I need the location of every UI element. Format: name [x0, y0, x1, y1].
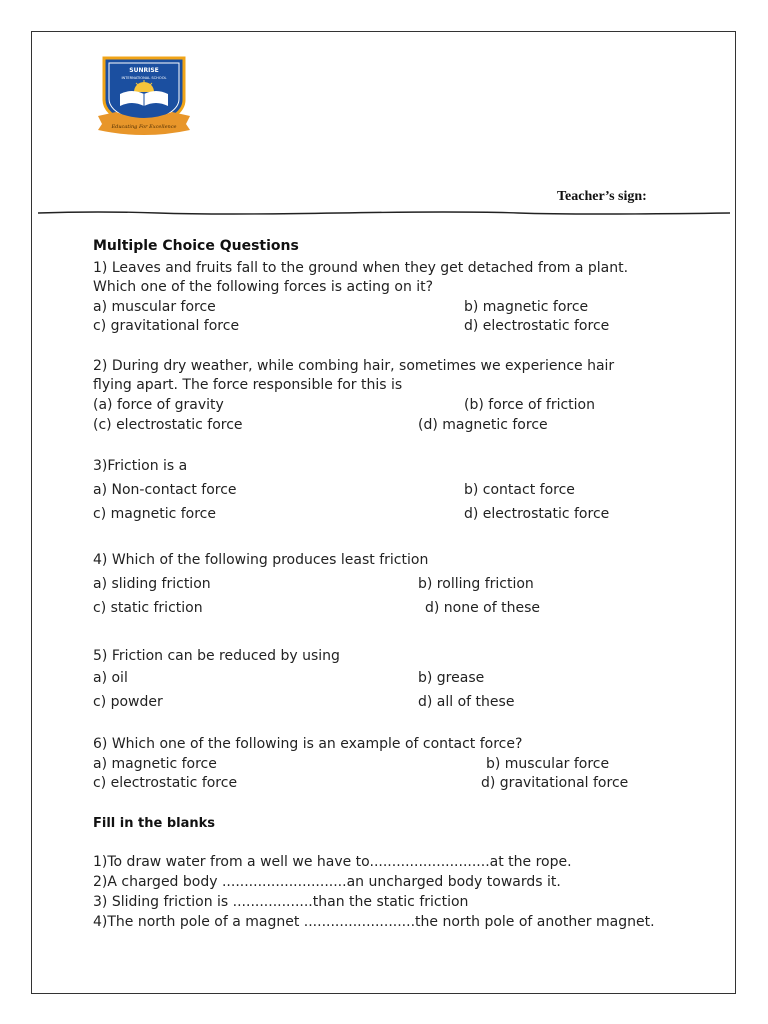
question-3-option-a: a) Non-contact force: [93, 482, 237, 498]
question-3-option-d: d) electrostatic force: [464, 506, 610, 522]
question-2-option-d: (d) magnetic force: [418, 417, 548, 433]
fill-blank-item-1: 1)To draw water from a well we have to...........................at the rope.: [93, 854, 572, 870]
question-5-line-1: 5) Friction can be reduced by using: [93, 648, 340, 664]
question-2-option-c: (c) electrostatic force: [93, 417, 243, 433]
question-4-option-b: b) rolling friction: [418, 576, 534, 592]
question-4-option-d: d) none of these: [425, 600, 541, 616]
fill-blanks-heading: Fill in the blanks: [93, 816, 215, 831]
question-6-option-b: b) muscular force: [486, 756, 610, 772]
logo-school-name: SUNRISE: [129, 67, 159, 74]
question-6-option-d: d) gravitational force: [481, 775, 629, 791]
question-1-line-1: 1) Leaves and fruits fall to the ground when they get detached from a plant.: [93, 260, 629, 276]
fill-blank-item-4: 4)The north pole of a magnet .........................the north pole of another magnet.: [93, 914, 655, 930]
header-divider: [38, 211, 730, 215]
question-2-line-2: flying apart. The force responsible for this is: [93, 377, 403, 393]
question-6-option-c: c) electrostatic force: [93, 775, 238, 791]
fill-blank-item-3: 3) Sliding friction is ..................than the static friction: [93, 894, 469, 910]
question-2-line-1: 2) During dry weather, while combing hair, sometimes we experience hair: [93, 358, 615, 374]
mcq-heading: Multiple Choice Questions: [93, 238, 299, 254]
question-5-option-d: d) all of these: [418, 694, 515, 710]
question-4-option-c: c) static friction: [93, 600, 203, 616]
school-logo: [96, 54, 192, 136]
question-5-option-a: a) oil: [93, 670, 128, 686]
question-1-option-b: b) magnetic force: [464, 299, 589, 315]
question-1-line-2: Which one of the following forces is acting on it?: [93, 279, 434, 295]
question-5-option-b: b) grease: [418, 670, 485, 686]
question-1-option-a: a) muscular force: [93, 299, 216, 315]
logo-motto: Educating For Excellence: [111, 124, 177, 130]
question-3-line-1: 3)Friction is a: [93, 458, 188, 474]
question-4-option-a: a) sliding friction: [93, 576, 211, 592]
question-2-option-b: (b) force of friction: [464, 397, 595, 413]
question-1-option-d: d) electrostatic force: [464, 318, 610, 334]
question-1-option-c: c) gravitational force: [93, 318, 240, 334]
question-5-option-c: c) powder: [93, 694, 163, 710]
question-3-option-b: b) contact force: [464, 482, 575, 498]
question-4-line-1: 4) Which of the following produces least friction: [93, 552, 429, 568]
question-6-line-1: 6) Which one of the following is an example of contact force?: [93, 736, 523, 752]
question-6-option-a: a) magnetic force: [93, 756, 217, 772]
question-2-option-a: (a) force of gravity: [93, 397, 224, 413]
teacher-sign-label: Teacher’s sign:: [557, 189, 647, 204]
fill-blank-item-2: 2)A charged body ............................an uncharged body towards it.: [93, 874, 561, 890]
question-3-option-c: c) magnetic force: [93, 506, 216, 522]
logo-school-subtitle: INTERNATIONAL SCHOOL: [121, 76, 167, 80]
